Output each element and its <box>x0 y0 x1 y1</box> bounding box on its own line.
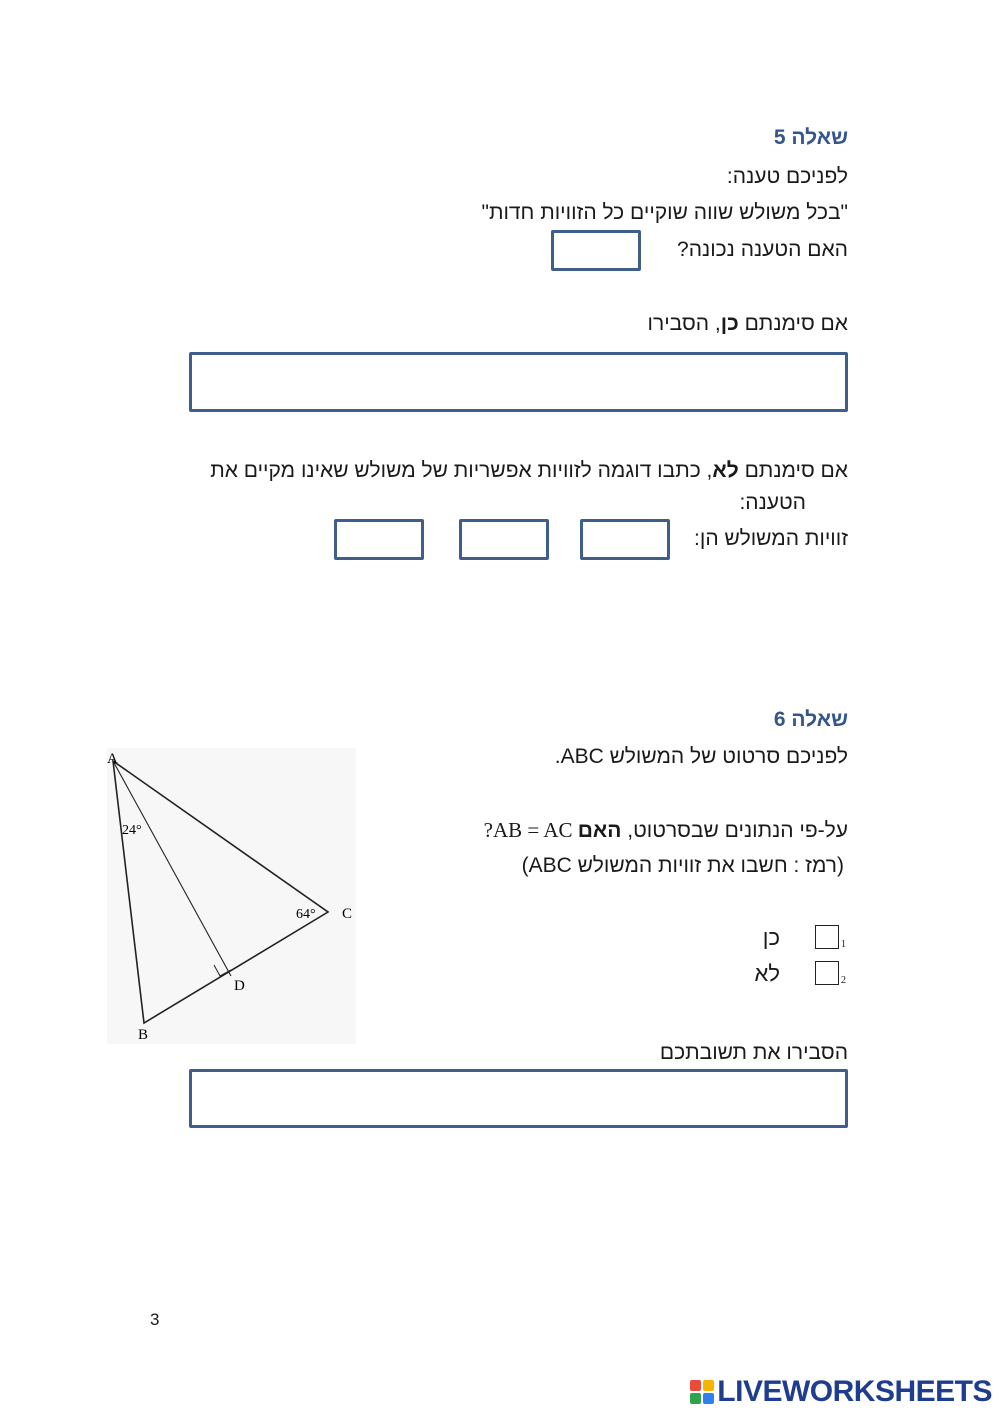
logo-text: LIVEWORKSHEETS <box>717 1375 992 1408</box>
q6-intro: לפניכם סרטוט של המשולש ABC. <box>554 745 848 768</box>
q6-question-math: AB = AC? <box>483 818 578 842</box>
q5-heading: שאלה 5 <box>773 126 848 149</box>
q6-hint: (רמז : חשבו את זוויות המשולש ABC) <box>521 854 844 877</box>
logo-icon <box>690 1380 714 1404</box>
option2-number: 2 <box>841 975 846 986</box>
angle-c-label: 64° <box>296 907 316 922</box>
if-yes-post: , הסבירו <box>647 312 721 335</box>
liveworksheets-logo <box>690 1372 992 1412</box>
option2-label: לא <box>754 961 780 986</box>
q6-question-pre: על-פי הנתונים שבסרטוט, <box>621 819 848 842</box>
if-no-post: , כתבו דוגמה לזוויות אפשריות של משולש שאינו מקיים את <box>210 459 713 482</box>
if-no-pre: אם סימנתם <box>738 459 848 482</box>
q6-explain-box[interactable] <box>189 1069 848 1128</box>
q5-if-no-text <box>210 459 848 483</box>
angle-a-label: 24° <box>122 823 142 838</box>
triangle-figure <box>104 745 356 1045</box>
q5-explain-box[interactable] <box>189 352 848 412</box>
q5-if-yes-text <box>648 312 848 336</box>
q5-question: האם הטענה נכונה? <box>677 238 848 261</box>
q6-question-bold: האם <box>577 819 622 842</box>
label-b: B <box>138 1027 149 1043</box>
label-c: C <box>342 906 353 922</box>
page-number: 3 <box>150 1310 160 1329</box>
angle-input-3[interactable] <box>334 519 424 560</box>
angle-input-1[interactable] <box>580 519 670 560</box>
label-a: A <box>107 751 118 767</box>
if-no-bold: לא <box>712 459 739 482</box>
option1-number: 1 <box>841 939 846 950</box>
if-yes-bold: כן <box>720 312 739 335</box>
option1-checkbox[interactable] <box>815 925 839 949</box>
q5-claim: "בכל משולש שווה שוקיים כל הזוויות חדות" <box>481 201 848 224</box>
angle-input-2[interactable] <box>459 519 549 560</box>
q6-question <box>484 818 848 843</box>
label-d: D <box>234 978 245 994</box>
if-yes-pre: אם סימנתם <box>738 312 848 335</box>
q5-angles-label: זוויות המשולש הן: <box>694 527 848 550</box>
q5-if-no-line2: הטענה: <box>739 491 806 514</box>
figure-background <box>107 748 356 1044</box>
option2-checkbox[interactable] <box>815 961 839 985</box>
q5-intro: לפניכם טענה: <box>726 165 848 188</box>
q6-heading: שאלה 6 <box>773 708 848 731</box>
option1-label: כן <box>762 925 780 950</box>
q5-answer-box[interactable] <box>551 230 641 271</box>
q6-explain-label: הסבירו את תשובתכם <box>659 1041 848 1064</box>
